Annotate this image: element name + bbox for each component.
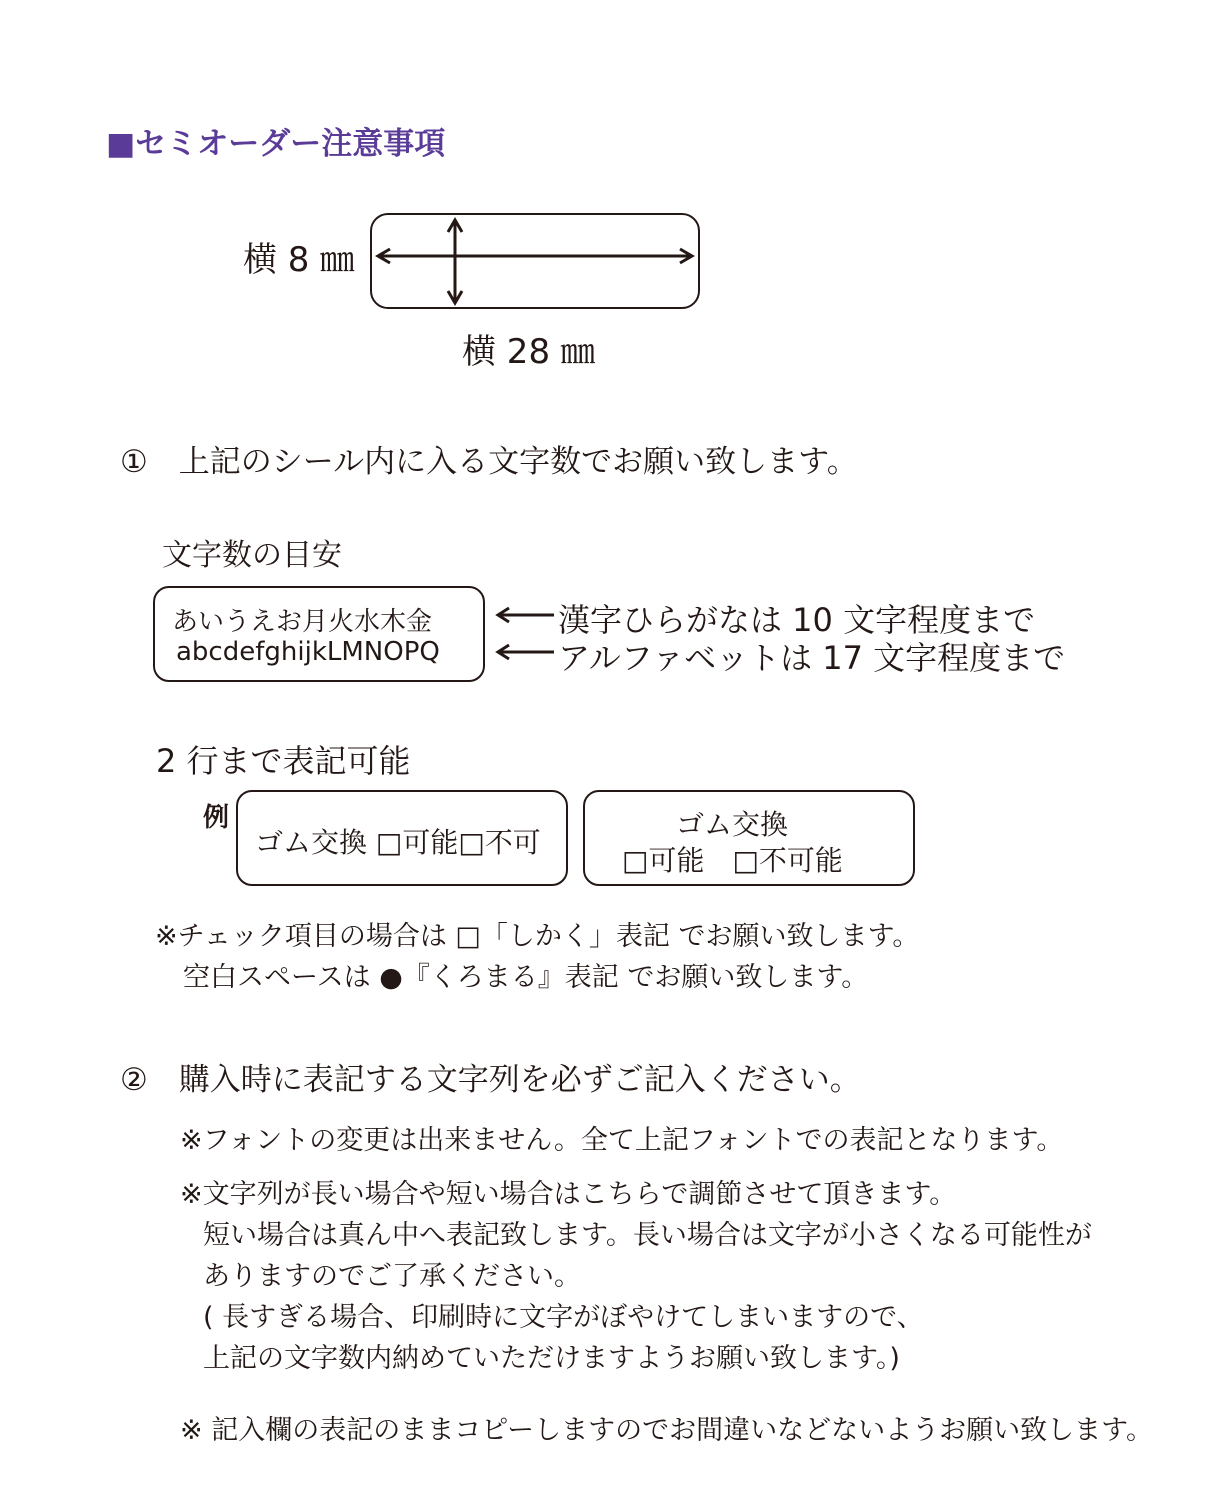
sample-kanji-text: あいうえお月火水木金 [172,607,433,637]
adjust-note-line: ※文字列が長い場合や短い場合はこちらで調節させて頂きます。 [180,1179,957,1210]
vertical-double-arrow [448,220,462,303]
adjust-note-line: ( 長すぎる場合、印刷時に文字がぼやけてしまいますので、 [203,1302,924,1333]
horizontal-double-arrow [378,249,692,263]
left-arrow-icon [498,645,554,659]
section-2-heading: ② 購入時に表記する文字列を必ずご記入ください。 [120,1062,861,1098]
kanji-limit-label: 漢字ひらがなは 10 文字程度まで [558,601,1036,639]
pointer-arrows [494,600,556,660]
copy-note: ※ 記入欄の表記のままコピーしますのでお間違いなどないようお願い致します。 [180,1415,1153,1446]
page-title: ■セミオーダー注意事項 [106,126,446,162]
two-line-heading: 2 行まで表記可能 [156,742,411,780]
blank-space-note: 空白スペースは ●『くろまる』表記 でお願い致します。 [183,962,869,993]
width-dimension-label: 横 28 ㎜ [462,332,595,372]
section-1-heading: ① 上記のシール内に入る文字数でお願い致します。 [120,444,858,480]
adjust-note-line: ありますのでご了承ください。 [203,1261,581,1292]
alphabet-limit-label: アルファベットは 17 文字程度まで [558,639,1066,677]
checkbox-note: ※チェック項目の場合は □「しかく」表記 でお願い致します。 [155,921,920,952]
example-2-line-1: ゴム交換 [676,808,789,841]
example-1-text: ゴム交換 □可能□不可 [255,826,541,859]
height-dimension-label: 横 8 ㎜ [243,240,355,280]
sample-alphabet-text: abcdefghijkLMNOPQ [176,637,440,667]
example-mark: 例 [203,803,230,833]
example-2-line-2: □可能 □不可能 [622,844,843,877]
adjust-note-line: 短い場合は真ん中へ表記致します。長い場合は文字が小さくなる可能性が [203,1220,1092,1251]
left-arrow-icon [498,608,554,622]
character-count-subheading: 文字数の目安 [162,538,342,573]
adjust-note-line: 上記の文字数内納めていただけますようお願い致します。) [203,1343,900,1374]
font-note: ※フォントの変更は出来ません。全て上記フォントでの表記となります。 [180,1125,1064,1156]
dimension-arrows [370,213,700,309]
